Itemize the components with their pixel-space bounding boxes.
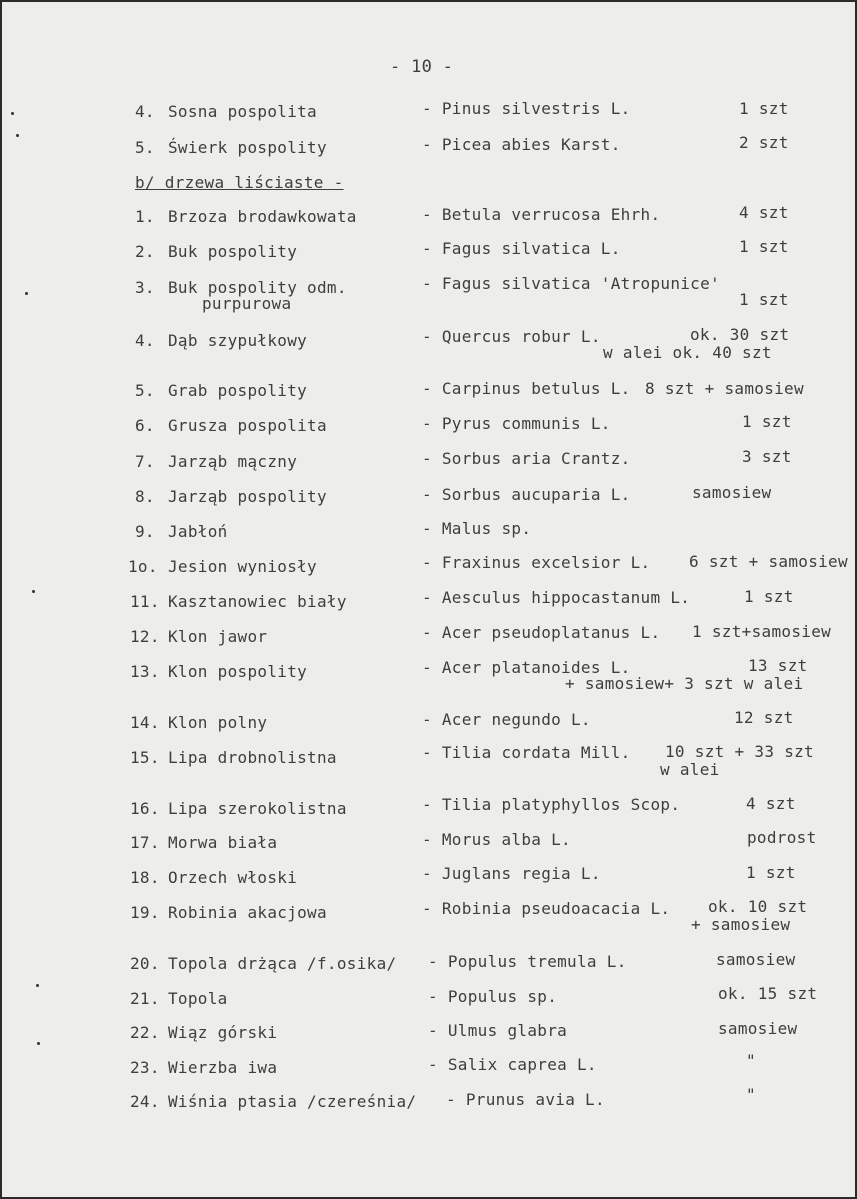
scan-speck: [11, 112, 14, 115]
tree-name: Dąb szypułkowy: [168, 331, 308, 350]
tree-name: Jesion wyniosły: [168, 557, 317, 576]
list-item-number: 14.: [130, 713, 160, 732]
tree-name: Topola: [168, 989, 228, 1008]
latin-name: - Sorbus aucuparia L.: [422, 485, 631, 504]
tree-count: 1 szt: [739, 237, 789, 256]
list-item-number: 21.: [130, 989, 160, 1008]
section-heading: b/ drzewa liściaste -: [135, 173, 344, 192]
tree-count-continued: w alei ok. 40 szt: [603, 343, 772, 362]
list-item-number: 9.: [135, 522, 155, 541]
list-item-number: 11.: [130, 592, 160, 611]
list-item-number: 5.: [135, 138, 155, 157]
tree-name: Orzech włoski: [168, 868, 298, 887]
latin-name: - Robinia pseudoacacia L.: [422, 899, 671, 918]
latin-name: - Prunus avia L.: [446, 1090, 605, 1109]
list-item-number: 22.: [130, 1023, 160, 1042]
tree-name: Kasztanowiec biały: [168, 592, 347, 611]
list-item-number: 19.: [130, 903, 160, 922]
tree-count-continued: + samosiew+ 3 szt w alei: [565, 674, 804, 693]
tree-count: ok. 30 szt: [690, 325, 790, 344]
latin-name: - Populus sp.: [428, 987, 558, 1006]
list-item-number: 8.: [135, 487, 155, 506]
tree-name: Wierzba iwa: [168, 1058, 278, 1077]
latin-name: - Fagus silvatica 'Atropunice': [422, 274, 720, 293]
page-number: - 10 -: [390, 57, 454, 77]
latin-name: - Aesculus hippocastanum L.: [422, 588, 691, 607]
tree-count: 12 szt: [734, 708, 794, 727]
latin-name: - Pinus silvestris L.: [422, 99, 631, 118]
latin-name: - Juglans regia L.: [422, 864, 601, 883]
tree-name: Grab pospolity: [168, 381, 308, 400]
tree-name: Grusza pospolita: [168, 416, 327, 435]
tree-count: 1 szt: [742, 412, 792, 431]
list-item-number: 1.: [135, 207, 155, 226]
latin-name: - Quercus robur L.: [422, 327, 601, 346]
tree-count: 1 szt: [739, 99, 789, 118]
list-item-number: 20.: [130, 954, 160, 973]
scan-speck: [25, 292, 28, 295]
latin-name: - Picea abies Karst.: [422, 135, 621, 154]
scan-speck: [16, 134, 19, 137]
list-item-number: 23.: [130, 1058, 160, 1077]
tree-name: Lipa drobnolistna: [168, 748, 337, 767]
tree-count: 1 szt+samosiew: [692, 622, 832, 641]
list-item-number: 3.: [135, 278, 155, 297]
tree-count: 10 szt + 33 szt: [665, 742, 814, 761]
tree-count: 1 szt: [746, 863, 796, 882]
ditto-mark: ": [746, 1085, 756, 1104]
tree-count: 1 szt: [744, 587, 794, 606]
tree-name: Wiśnia ptasia /czereśnia/: [168, 1092, 417, 1111]
tree-name: Buk pospolity: [168, 242, 298, 261]
tree-count: 13 szt: [748, 656, 808, 675]
tree-count: 3 szt: [742, 447, 792, 466]
latin-name: - Malus sp.: [422, 519, 532, 538]
latin-name: - Populus tremula L.: [428, 952, 627, 971]
tree-count: samosiew: [716, 950, 796, 969]
list-item-number: 7.: [135, 452, 155, 471]
tree-name: Jarząb mączny: [168, 452, 298, 471]
list-item-number: 1o.: [128, 557, 158, 576]
tree-name: Jarząb pospolity: [168, 487, 327, 506]
tree-count: 8 szt + samosiew: [645, 379, 804, 398]
tree-name: Brzoza brodawkowata: [168, 207, 357, 226]
tree-count-continued: w alei: [660, 760, 720, 779]
tree-count: samosiew: [692, 483, 772, 502]
latin-name: - Carpinus betulus L.: [422, 379, 631, 398]
tree-name: Klon pospolity: [168, 662, 308, 681]
latin-name: - Salix caprea L.: [428, 1055, 597, 1074]
tree-name-continued: purpurowa: [202, 294, 292, 313]
latin-name: - Pyrus communis L.: [422, 414, 611, 433]
latin-name: - Tilia platyphyllos Scop.: [422, 795, 681, 814]
tree-name: Robinia akacjowa: [168, 903, 327, 922]
tree-name: Topola drżąca /f.osika/: [168, 954, 397, 973]
tree-count-continued: + samosiew: [691, 915, 791, 934]
scan-speck: [32, 590, 35, 593]
latin-name: - Fagus silvatica L.: [422, 239, 621, 258]
latin-name: - Tilia cordata Mill.: [422, 743, 631, 762]
latin-name: - Acer negundo L.: [422, 710, 591, 729]
latin-name: - Acer platanoides L.: [422, 658, 631, 677]
tree-count: 1 szt: [739, 290, 789, 309]
tree-count: ok. 15 szt: [718, 984, 818, 1003]
tree-count: 4 szt: [746, 794, 796, 813]
tree-count: 2 szt: [739, 133, 789, 152]
tree-name: Lipa szerokolistna: [168, 799, 347, 818]
list-item-number: 15.: [130, 748, 160, 767]
latin-name: - Morus alba L.: [422, 830, 571, 849]
tree-name: Klon jawor: [168, 627, 268, 646]
tree-name: Buk pospolity odm.: [168, 278, 347, 297]
tree-name: Morwa biała: [168, 833, 278, 852]
tree-name: Wiąz górski: [168, 1023, 278, 1042]
ditto-mark: ": [746, 1051, 756, 1070]
latin-name: - Betula verrucosa Ehrh.: [422, 205, 661, 224]
list-item-number: 12.: [130, 627, 160, 646]
tree-count: 6 szt + samosiew: [689, 552, 848, 571]
tree-name: Klon polny: [168, 713, 268, 732]
tree-count: samosiew: [718, 1019, 798, 1038]
tree-count: ok. 10 szt: [708, 897, 808, 916]
tree-count: podrost: [747, 828, 817, 847]
list-item-number: 2.: [135, 242, 155, 261]
list-item-number: 4.: [135, 331, 155, 350]
list-item-number: 5.: [135, 381, 155, 400]
list-item-number: 13.: [130, 662, 160, 681]
latin-name: - Fraxinus excelsior L.: [422, 553, 651, 572]
list-item-number: 18.: [130, 868, 160, 887]
tree-name: Sosna pospolita: [168, 102, 317, 121]
list-item-number: 16.: [130, 799, 160, 818]
list-item-number: 6.: [135, 416, 155, 435]
latin-name: - Acer pseudoplatanus L.: [422, 623, 661, 642]
list-item-number: 17.: [130, 833, 160, 852]
scan-speck: [36, 984, 39, 987]
latin-name: - Ulmus glabra: [428, 1021, 568, 1040]
scan-speck: [37, 1042, 40, 1045]
latin-name: - Sorbus aria Crantz.: [422, 449, 631, 468]
list-item-number: 24.: [130, 1092, 160, 1111]
list-item-number: 4.: [135, 102, 155, 121]
tree-name: Jabłoń: [168, 522, 228, 541]
tree-name: Świerk pospolity: [168, 138, 327, 157]
tree-count: 4 szt: [739, 203, 789, 222]
